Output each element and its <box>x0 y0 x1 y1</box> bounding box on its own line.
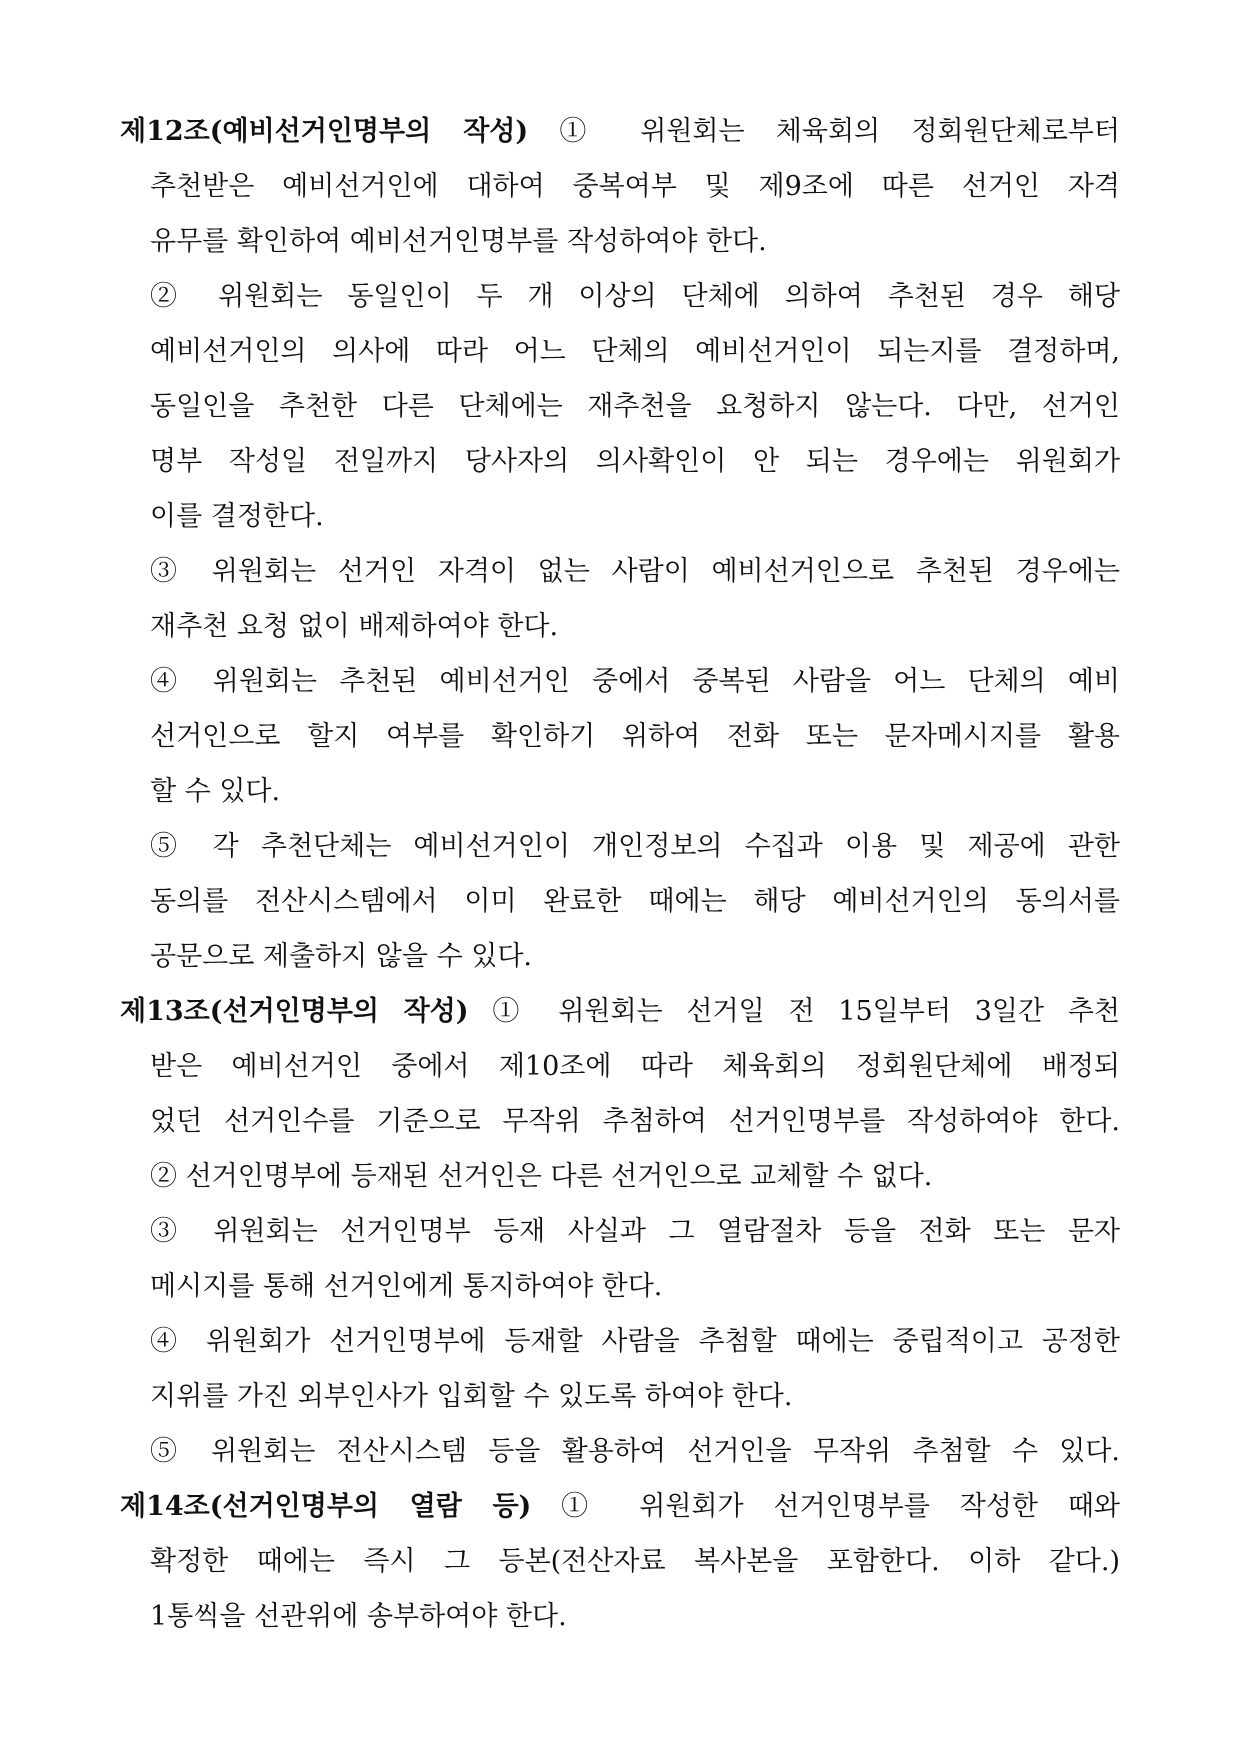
article-12-line: 동의를 전산시스템에서 이미 완료한 때에는 해당 예비선거인의 동의서를 <box>150 886 1120 917</box>
article-12-line: 이를 결정한다. <box>150 501 324 532</box>
article-12-line: 예비선거인의 의사에 따라 어느 단체의 예비선거인이 되는지를 결정하며, <box>150 336 1120 367</box>
article-13-line: ⑤ 위원회는 전산시스템 등을 활용하여 선거인을 무작위 추첨할 수 있다. <box>150 1436 1120 1467</box>
article-13-line: ② 선거인명부에 등재된 선거인은 다른 선거인으로 교체할 수 없다. <box>150 1161 933 1192</box>
article-13-first-text: ① 위원회는 선거일 전 15일부터 3일간 추천 <box>468 996 1120 1027</box>
article-14-first-text: ① 위원회가 선거인명부를 작성한 때와 <box>531 1491 1120 1522</box>
article-13-line: 메시지를 통해 선거인에게 통지하여야 한다. <box>150 1271 663 1302</box>
article-12-line: ⑤ 각 추천단체는 예비선거인이 개인정보의 수집과 이용 및 제공에 관한 <box>150 831 1120 862</box>
article-13-heading: 제13조(선거인명부의 작성) <box>120 996 469 1027</box>
article-12-first-text: ① 위원회는 체육회의 정회원단체로부터 <box>528 116 1120 147</box>
article-12-heading: 제12조(예비선거인명부의 작성) <box>120 116 529 147</box>
article-14-line: 1통씩을 선관위에 송부하여야 한다. <box>150 1601 567 1632</box>
article-14-heading: 제14조(선거인명부의 열람 등) <box>120 1491 532 1522</box>
article-14-first-line <box>120 1479 1120 1534</box>
article-13-line: ③ 위원회는 선거인명부 등재 사실과 그 열람절차 등을 전화 또는 문자 <box>150 1216 1120 1247</box>
article-13-line: 지위를 가진 외부인사가 입회할 수 있도록 하여야 한다. <box>150 1381 793 1412</box>
article-13-line: 받은 예비선거인 중에서 제10조에 따라 체육회의 정회원단체에 배정되 <box>150 1051 1120 1082</box>
article-14 <box>120 1479 1120 1644</box>
article-12-line: 추천받은 예비선거인에 대하여 중복여부 및 제9조에 따른 선거인 자격 <box>150 171 1120 202</box>
article-12-line: 재추천 요청 없이 배제하여야 한다. <box>150 611 559 642</box>
article-13 <box>120 984 1120 1479</box>
article-12-line: ② 위원회는 동일인이 두 개 이상의 단체에 의하여 추천된 경우 해당 <box>150 281 1120 312</box>
article-12-line: 동일인을 추천한 다른 단체에는 재추천을 요청하지 않는다. 다만, 선거인 <box>150 391 1120 422</box>
document-body <box>120 104 1120 1644</box>
article-12-line: ④ 위원회는 추천된 예비선거인 중에서 중복된 사람을 어느 단체의 예비 <box>150 666 1120 697</box>
article-12-line: 유무를 확인하여 예비선거인명부를 작성하여야 한다. <box>150 226 767 257</box>
article-12-line: 공문으로 제출하지 않을 수 있다. <box>150 941 532 972</box>
article-13-first-line <box>120 984 1120 1039</box>
article-13-line: ④ 위원회가 선거인명부에 등재할 사람을 추첨할 때에는 중립적이고 공정한 <box>150 1326 1120 1357</box>
article-14-line: 확정한 때에는 즉시 그 등본(전산자료 복사본을 포함한다. 이하 같다.) <box>150 1546 1120 1577</box>
article-13-line: 었던 선거인수를 기준으로 무작위 추첨하여 선거인명부를 작성하여야 한다. <box>150 1106 1120 1137</box>
article-12-line: 할 수 있다. <box>150 776 281 807</box>
article-12 <box>120 104 1120 984</box>
article-12-first-line <box>120 104 1120 159</box>
article-12-line: ③ 위원회는 선거인 자격이 없는 사람이 예비선거인으로 추천된 경우에는 <box>150 556 1120 587</box>
article-12-line: 선거인으로 할지 여부를 확인하기 위하여 전화 또는 문자메시지를 활용 <box>150 721 1120 752</box>
article-12-line: 명부 작성일 전일까지 당사자의 의사확인이 안 되는 경우에는 위원회가 <box>150 446 1120 477</box>
